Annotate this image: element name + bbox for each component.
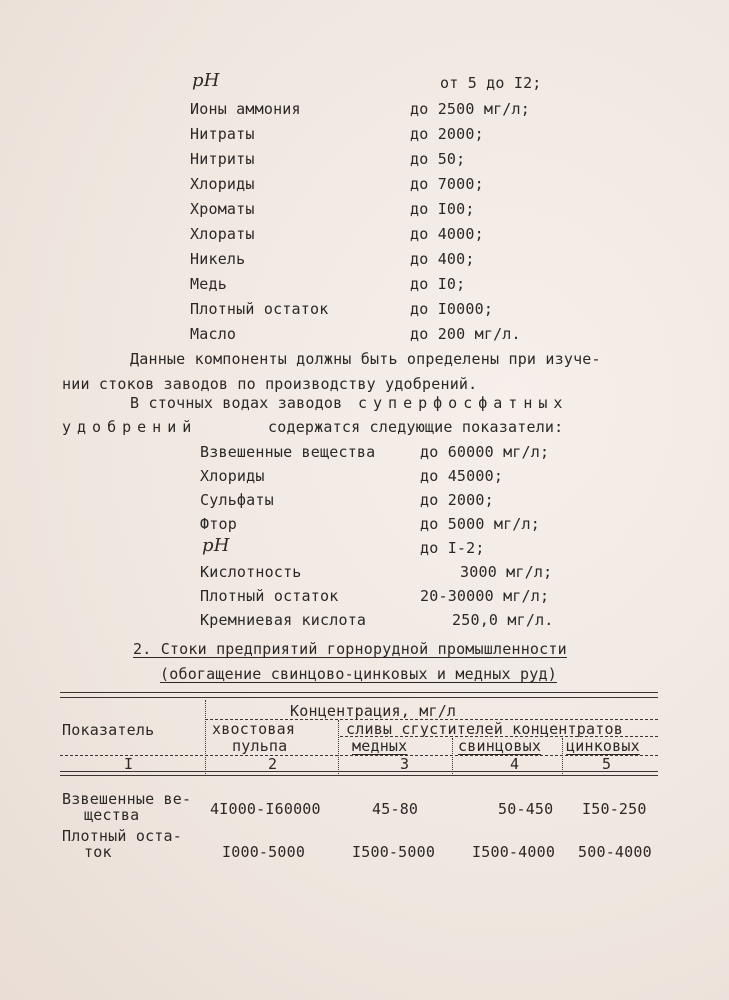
- table-header-copper: медных: [352, 737, 408, 755]
- table-col-number: 4: [510, 755, 520, 773]
- list-item-name: Сульфаты: [200, 491, 274, 509]
- list-item-name: Нитраты: [190, 125, 255, 143]
- paragraph-line: нии стоков заводов по производству удобрений.: [62, 375, 478, 393]
- list-item-name: Ионы аммония: [190, 100, 301, 118]
- table-col-number: 3: [400, 755, 410, 773]
- table-rule: [60, 775, 658, 776]
- table-rule: [60, 771, 658, 772]
- list-item-value: до I0000;: [410, 300, 494, 318]
- table-rule: [60, 692, 658, 693]
- list-item-value: до 50;: [410, 150, 466, 168]
- list-item-name: Кремниевая кислота: [200, 611, 367, 629]
- table-row-label: Плотный оста-: [62, 827, 182, 845]
- table-cell: 45-80: [372, 800, 419, 818]
- table-rule: [60, 697, 658, 698]
- table-col-number: 2: [268, 755, 278, 773]
- list-item-name: Масло: [190, 325, 237, 343]
- table-header-lead: свинцовых: [458, 737, 542, 755]
- table-header-concentration: Концентрация, мг/л: [290, 702, 457, 720]
- list-item-name: Никель: [190, 250, 246, 268]
- ph-value: от 5 до I2;: [440, 74, 542, 92]
- table-rule: [60, 755, 658, 756]
- list-item-name: Хроматы: [190, 200, 255, 218]
- list-item-value: до 5000 мг/л;: [420, 515, 540, 533]
- table-header-tail: пульпа: [232, 737, 288, 755]
- list-item-name: Хлораты: [190, 225, 255, 243]
- table-row-label: Взвешенные ве-: [62, 790, 192, 808]
- table-header-drains: сливы сгустителей концентратов: [346, 720, 623, 738]
- list-item-name: Хлориды: [190, 175, 255, 193]
- list-item-value: 3000 мг/л;: [460, 563, 553, 581]
- list-item-value: до I00;: [410, 200, 475, 218]
- section-subtitle: (обогащение свинцово-цинковых и медных руд): [160, 665, 557, 683]
- table-col-number: 5: [602, 755, 612, 773]
- list-item-value: до 2000;: [410, 125, 484, 143]
- list-item-name: Кислотность: [200, 563, 302, 581]
- list-item-name: Плотный остаток: [200, 587, 339, 605]
- table-rule: [452, 738, 453, 774]
- list-item-value: до 2000;: [420, 491, 494, 509]
- list-item-value: до 400;: [410, 250, 475, 268]
- table-col-number: I: [124, 755, 134, 773]
- table-cell: I50-250: [582, 800, 647, 818]
- table-cell: I500-5000: [352, 843, 436, 861]
- table-row-label: ток: [84, 843, 112, 861]
- ph-label: pH: [192, 70, 220, 91]
- table-header-tail: хвостовая: [212, 720, 296, 738]
- paragraph-line: Данные компоненты должны быть определены при изуче-: [130, 350, 601, 368]
- list-item-name: Плотный остаток: [190, 300, 329, 318]
- table-header-zinc: цинковых: [566, 737, 640, 755]
- list-item-value: до I-2;: [420, 539, 485, 557]
- list-item-value: до 7000;: [410, 175, 484, 193]
- list-item-name: Фтор: [200, 515, 237, 533]
- table-cell: 500-4000: [578, 843, 652, 861]
- list-item-name: Медь: [190, 275, 227, 293]
- list-item-name: Хлориды: [200, 467, 265, 485]
- table-cell: 50-450: [498, 800, 554, 818]
- table-rule: [338, 720, 339, 774]
- table-row-label: щества: [84, 806, 140, 824]
- table-rule: [562, 738, 563, 774]
- list-item-value: до 4000;: [410, 225, 484, 243]
- list-item-name: Нитриты: [190, 150, 255, 168]
- paragraph-line: содержатся следующие показатели:: [268, 418, 564, 436]
- paragraph-spaced-text: удобрений: [62, 418, 198, 436]
- section-title: 2. Стоки предприятий горнорудной промышленности: [133, 640, 567, 658]
- list-item-value: 250,0 мг/л.: [452, 611, 554, 629]
- table-rule: [205, 700, 206, 774]
- list-item-value: до 2500 мг/л;: [410, 100, 530, 118]
- list-item-value: до 45000;: [420, 467, 504, 485]
- table-cell: I500-4000: [472, 843, 556, 861]
- paragraph-line: В сточных водах заводов: [130, 394, 343, 412]
- table-cell: I000-5000: [222, 843, 306, 861]
- list-item-value: до 200 мг/л.: [410, 325, 521, 343]
- list-item-name: Взвешенные вещества: [200, 443, 376, 461]
- ph-label: pH: [202, 535, 230, 556]
- table-header-indicator: Показатель: [62, 721, 155, 739]
- table-cell: 4I000-I60000: [210, 800, 321, 818]
- paragraph-spaced-text: суперфосфатных: [358, 394, 569, 412]
- list-item-value: до 60000 мг/л;: [420, 443, 550, 461]
- list-item-value: 20-30000 мг/л;: [420, 587, 550, 605]
- list-item-value: до I0;: [410, 275, 466, 293]
